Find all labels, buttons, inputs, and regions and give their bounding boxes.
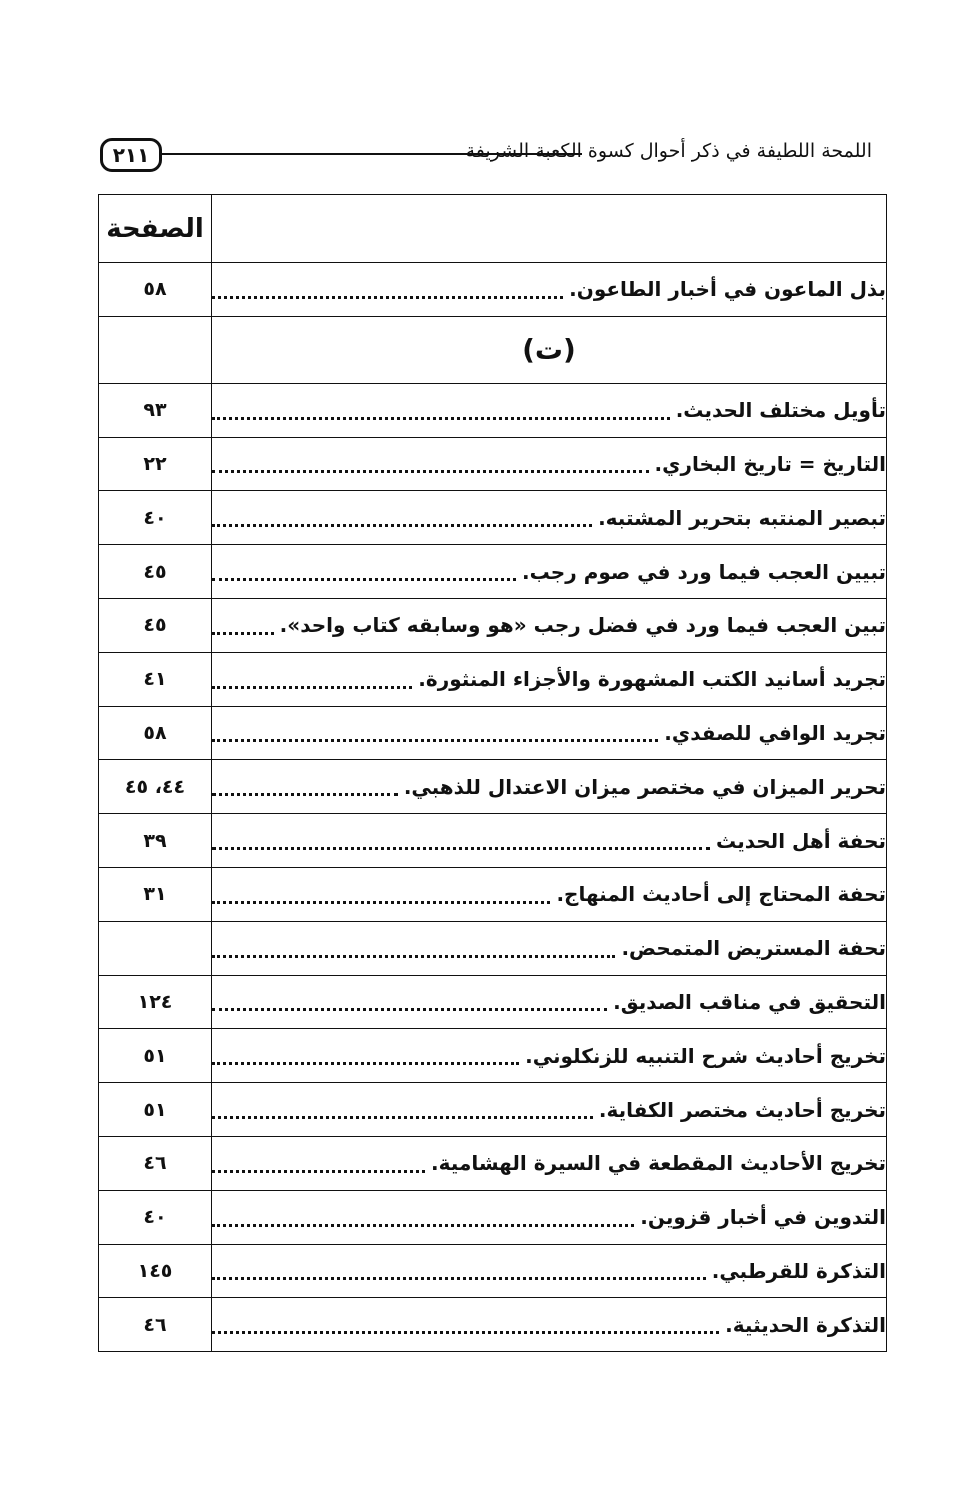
- index-entry-row: [99, 921, 887, 975]
- entry-title: تخريج أحاديث مختصر الكفاية.: [598, 1097, 886, 1122]
- index-entry-row: [99, 598, 887, 652]
- index-entry-row: [99, 1298, 887, 1352]
- index-entry-row: [99, 867, 887, 921]
- entry-title-cell: [212, 921, 887, 975]
- entry-title: تحفة أهل الحديث: [716, 828, 886, 853]
- page-reference: ٥١: [99, 1029, 212, 1083]
- entry-title-cell: [212, 1190, 887, 1244]
- running-header: [100, 134, 880, 178]
- entry-title-cell: [212, 263, 887, 317]
- page-reference: ٥٨: [99, 706, 212, 760]
- entry-title-cell: [212, 867, 887, 921]
- section-letter: (ت): [522, 333, 576, 367]
- dot-leader: [212, 1277, 706, 1280]
- index-entry-row: [99, 263, 887, 317]
- entry-title-cell: [212, 1029, 887, 1083]
- entry-title-cell: [212, 545, 887, 599]
- page-reference: ١٤٥: [99, 1244, 212, 1298]
- entry-title: تحفة المحتاج إلى أحاديث المنهاج.: [556, 882, 886, 907]
- page-reference: ٩٣: [99, 383, 212, 437]
- index-entry-row: [99, 545, 887, 599]
- table-header-row: [99, 195, 887, 263]
- dot-leader: [212, 524, 592, 527]
- page-reference: ٣٩: [99, 814, 212, 868]
- entry-title-cell: [212, 598, 887, 652]
- index-entry-row: [99, 652, 887, 706]
- index-entry-row: [99, 975, 887, 1029]
- entry-title-cell: [212, 437, 887, 491]
- page-column-header: [99, 195, 212, 263]
- page-reference: [99, 316, 212, 383]
- page-reference: ٤٤، ٤٥: [99, 760, 212, 814]
- index-entry-row: [99, 437, 887, 491]
- index-entry-row: [99, 491, 887, 545]
- entry-title: التحقيق في مناقب الصديق.: [613, 989, 886, 1014]
- index-entry-row: [99, 1029, 887, 1083]
- entry-title: تحرير الميزان في مختصر ميزان الاعتدال للذهبي.: [403, 774, 886, 799]
- page-reference: ١٢٤: [99, 975, 212, 1029]
- entry-title-cell: [212, 1244, 887, 1298]
- dot-leader: [212, 901, 550, 904]
- entry-title: تبين العجب فيما ورد في فضل رجب «هو وسابقه كتاب واحد».: [279, 613, 886, 638]
- dot-leader: [212, 793, 398, 796]
- entry-title: تجريد أسانيد الكتب المشهورة والأجزاء المنثورة.: [418, 667, 886, 692]
- title-column-header: [212, 195, 887, 263]
- entry-title-cell: [212, 1083, 887, 1137]
- entry-title: تجريد الوافي للصفدي.: [664, 720, 886, 745]
- page-reference: ٤٠: [99, 491, 212, 545]
- index-entry-row: [99, 383, 887, 437]
- entry-title-cell: [212, 975, 887, 1029]
- dot-leader: [212, 1008, 607, 1011]
- entry-title: التاريخ = تاريخ البخاري.: [654, 451, 886, 476]
- index-table: [98, 194, 887, 1352]
- dot-leader: [212, 686, 412, 689]
- entry-title: تخريج الأحاديث المقطعة في السيرة الهشامية.: [431, 1151, 886, 1176]
- entry-title: تحفة المستريض المتمحض.: [621, 936, 886, 961]
- entry-title: تخريج أحاديث شرح التنبيه للزنكلوني.: [525, 1043, 886, 1068]
- letter-section-row: [99, 316, 887, 383]
- entry-title: التذكرة الحديثية.: [725, 1312, 886, 1337]
- dot-leader: [212, 1170, 425, 1173]
- index-entry-row: [99, 706, 887, 760]
- dot-leader: [212, 739, 658, 742]
- entry-title-cell: [212, 652, 887, 706]
- dot-leader: [212, 1116, 593, 1119]
- dot-leader: [212, 632, 274, 635]
- page-reference: ٥١: [99, 1083, 212, 1137]
- entry-title-cell: [212, 760, 887, 814]
- page-reference: ٤٦: [99, 1298, 212, 1352]
- dot-leader: [212, 1224, 634, 1227]
- dot-leader: [212, 578, 516, 581]
- index-entry-row: [99, 814, 887, 868]
- entry-title: تبيين العجب فيما ورد في صوم رجب.: [522, 559, 886, 584]
- section-letter-cell: [212, 316, 887, 383]
- page-reference: ٥٨: [99, 263, 212, 317]
- page-number: ٢١١: [112, 143, 150, 167]
- index-entry-row: [99, 1244, 887, 1298]
- page-reference: ٤٠: [99, 1190, 212, 1244]
- page-reference: ٤٦: [99, 1136, 212, 1190]
- index-entry-row: [99, 1136, 887, 1190]
- page-reference: ٢٢: [99, 437, 212, 491]
- dot-leader: [212, 470, 649, 473]
- entry-title-cell: [212, 1298, 887, 1352]
- dot-leader: [212, 417, 670, 420]
- dot-leader: [212, 1062, 519, 1065]
- page-reference: [99, 921, 212, 975]
- dot-leader: [212, 955, 615, 958]
- dot-leader: [212, 296, 563, 299]
- entry-title: تأويل مختلف الحديث.: [675, 398, 886, 423]
- dot-leader: [212, 1331, 719, 1334]
- entry-title-cell: [212, 1136, 887, 1190]
- index-entry-row: [99, 1190, 887, 1244]
- entry-title: تبصير المنتبه بتحرير المشتبه.: [598, 505, 886, 530]
- entry-title-cell: [212, 706, 887, 760]
- running-title: اللمحة اللطيفة في ذكر أحوال كسوة الكعبة الشريفة: [465, 140, 872, 162]
- entry-title-cell: [212, 383, 887, 437]
- page-number-box: [100, 138, 162, 172]
- page-reference: ٤٥: [99, 545, 212, 599]
- entry-title: التدوين في أخبار قزوين.: [640, 1205, 886, 1230]
- dot-leader: [212, 847, 710, 850]
- entry-title: بذل الماعون في أخبار الطاعون.: [569, 277, 886, 302]
- entry-title: التذكرة للقرطبي.: [711, 1258, 886, 1283]
- entry-title-cell: [212, 814, 887, 868]
- page-reference: ٤٥: [99, 598, 212, 652]
- entry-title-cell: [212, 491, 887, 545]
- page-reference: ٤١: [99, 652, 212, 706]
- page-column-label: الصفحة: [106, 213, 204, 244]
- index-entry-row: [99, 760, 887, 814]
- index-entry-row: [99, 1083, 887, 1137]
- page-reference: ٣١: [99, 867, 212, 921]
